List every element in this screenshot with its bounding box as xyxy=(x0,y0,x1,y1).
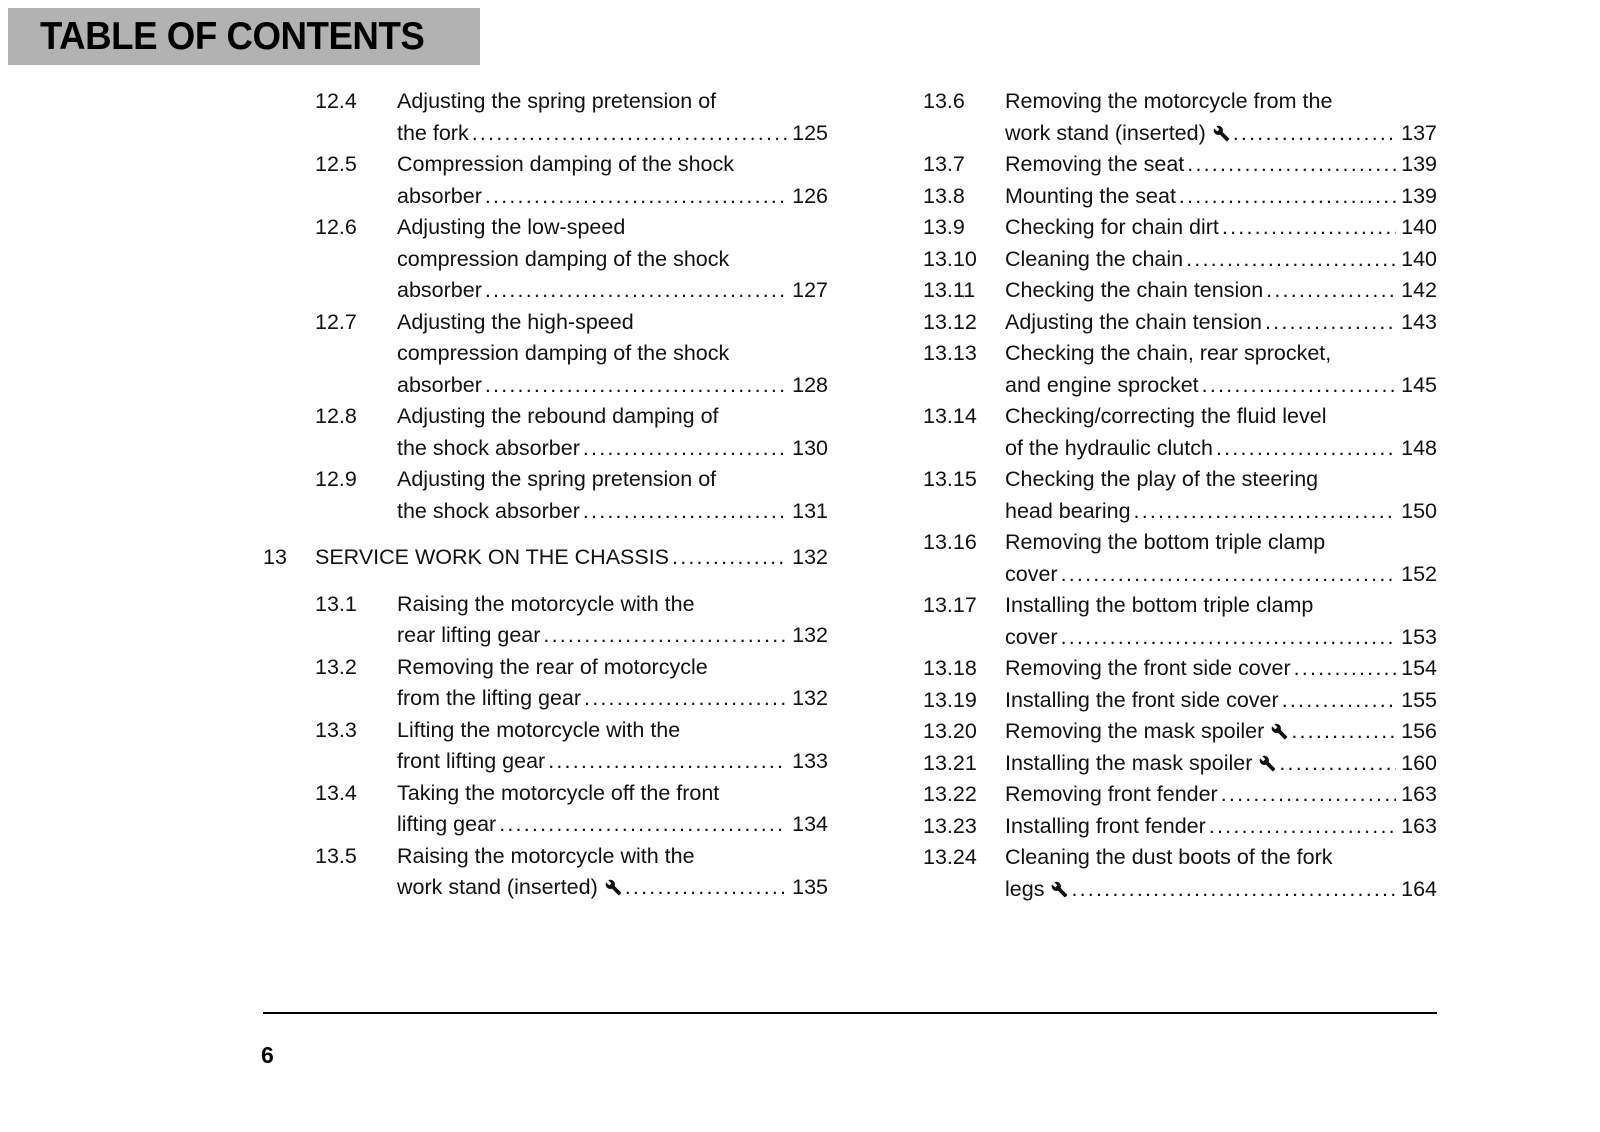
toc-entry-title-line: Removing the front side cover xyxy=(1005,656,1291,680)
toc-entry-number: 12.5 xyxy=(315,152,357,176)
toc-entry-row xyxy=(263,86,828,149)
toc-entry-number: 13.16 xyxy=(923,530,977,554)
toc-entry-number: 12.9 xyxy=(315,467,357,491)
toc-entry-page-number: 133 xyxy=(792,749,828,773)
toc-entry-title-line: legs xyxy=(1005,876,1045,901)
toc-entry-number: 13.3 xyxy=(315,717,357,742)
toc-entry-title-line: Installing the bottom triple clamp xyxy=(1005,593,1314,617)
toc-entry-body xyxy=(1005,212,1437,244)
toc-entry-last-line xyxy=(397,496,828,528)
toc-entry-last-line xyxy=(1005,716,1437,748)
toc-entry-row xyxy=(923,401,1437,464)
page-header xyxy=(8,8,480,65)
dot-leader xyxy=(472,118,787,150)
toc-entry-page-number: 126 xyxy=(792,183,828,208)
toc-entry-number: 13 xyxy=(263,545,287,569)
toc-entry-page-number: 127 xyxy=(792,278,828,302)
toc-entry-title-line: rear lifting gear xyxy=(397,623,541,647)
toc-entry-number: 13.19 xyxy=(923,687,977,712)
toc-entry-page-number: 145 xyxy=(1401,372,1437,397)
toc-entry-title-line: Adjusting the low-speed xyxy=(397,215,626,239)
toc-entry-title-line: Adjusting the high-speed xyxy=(397,309,634,334)
toc-entry-title-line: Taking the motorcycle off the front xyxy=(397,780,720,805)
toc-entry-row xyxy=(263,715,828,778)
toc-entry-title-line: absorber xyxy=(397,278,482,302)
toc-entry-body xyxy=(1005,779,1437,811)
toc-entry-title-line: Installing the mask spoiler xyxy=(1005,750,1253,775)
toc-entry-page-number: 150 xyxy=(1401,498,1437,523)
dot-leader xyxy=(583,433,787,465)
toc-entry-number: 13.18 xyxy=(923,656,977,680)
toc-entry-title-line: Installing front fender xyxy=(1005,813,1206,838)
toc-columns xyxy=(263,86,1437,905)
toc-entry-number: 13.14 xyxy=(923,404,977,428)
toc-entry-body xyxy=(397,841,828,904)
toc-entry-row xyxy=(923,275,1437,307)
toc-entry-page-number: 139 xyxy=(1401,183,1437,208)
toc-entry-last-line xyxy=(397,683,828,715)
toc-entry-title-line: compression damping of the shock xyxy=(397,246,730,271)
footer-rule xyxy=(263,1012,1437,1014)
toc-entry-title-line: work stand (inserted) xyxy=(1005,120,1206,145)
toc-entry-page-number: 142 xyxy=(1401,278,1437,302)
toc-entry-body xyxy=(1005,842,1437,905)
toc-entry-title-line: front lifting gear xyxy=(397,749,546,773)
toc-entry-body xyxy=(1005,716,1437,748)
toc-entry-row xyxy=(923,653,1437,685)
dot-leader xyxy=(1061,622,1397,654)
toc-entry-last-line xyxy=(1005,779,1437,811)
toc-entry-number: 12.8 xyxy=(315,404,357,428)
toc-entry-body xyxy=(1005,748,1437,780)
toc-entry-title-line: Checking the chain tension xyxy=(1005,278,1264,302)
page-title: TABLE OF CONTENTS xyxy=(39,14,425,58)
dot-leader xyxy=(1216,433,1396,465)
toc-entry-last-line xyxy=(397,370,828,402)
dot-leader xyxy=(1266,275,1396,307)
wrench-icon xyxy=(605,879,622,896)
toc-entry-last-line xyxy=(1005,559,1437,591)
toc-entry-last-line xyxy=(1005,874,1437,906)
toc-entry-row xyxy=(923,464,1437,527)
toc-entry-body xyxy=(1005,527,1437,590)
toc-entry-body xyxy=(397,589,828,652)
toc-entry-row xyxy=(263,401,828,464)
toc-entry-title-line: absorber xyxy=(397,372,482,397)
toc-entry-title-line: of the hydraulic clutch xyxy=(1005,435,1213,460)
toc-entry-last-line xyxy=(1005,433,1437,465)
toc-entry-number: 13.5 xyxy=(315,843,357,868)
toc-entry-last-line xyxy=(1005,653,1437,685)
toc-entry-body xyxy=(397,464,828,527)
toc-entry-title-line: Cleaning the chain xyxy=(1005,246,1184,271)
toc-entry-body xyxy=(315,542,828,574)
toc-entry-number: 13.7 xyxy=(923,152,965,176)
toc-entry-row xyxy=(923,716,1437,748)
toc-entry-body xyxy=(397,307,828,402)
toc-entry-page-number: 143 xyxy=(1401,309,1437,334)
toc-entry-last-line xyxy=(315,542,828,574)
toc-entry-number: 13.1 xyxy=(315,591,357,616)
toc-entry-title-line: the fork xyxy=(397,120,469,145)
toc-entry-page-number: 152 xyxy=(1401,561,1437,586)
dot-leader xyxy=(1209,811,1396,843)
toc-entry-page-number: 155 xyxy=(1401,687,1437,712)
toc-entry-row xyxy=(263,841,828,904)
footer-page-number: 6 xyxy=(261,1042,274,1068)
dot-leader xyxy=(625,872,787,904)
wrench-icon xyxy=(1259,755,1276,772)
toc-entry-body xyxy=(1005,86,1437,149)
wrench-icon xyxy=(1051,881,1068,898)
toc-entry-row xyxy=(923,212,1437,244)
toc-entry-last-line xyxy=(1005,685,1437,717)
toc-entry-title-line: Installing the front side cover xyxy=(1005,687,1279,712)
toc-entry-page-number: 164 xyxy=(1401,876,1437,901)
toc-entry-page-number: 131 xyxy=(792,498,828,523)
toc-entry-page-number: 163 xyxy=(1401,813,1437,838)
toc-entry-page-number: 153 xyxy=(1401,624,1437,649)
toc-entry-row xyxy=(263,307,828,402)
toc-entry-title-line: Raising the motorcycle with the xyxy=(397,843,695,868)
toc-entry-body xyxy=(1005,653,1437,685)
toc-column-right xyxy=(923,86,1437,905)
dot-leader xyxy=(583,496,787,528)
toc-entry-title-line: the shock absorber xyxy=(397,435,580,460)
toc-entry-row xyxy=(923,779,1437,811)
wrench-icon xyxy=(1213,125,1230,142)
toc-entry-row xyxy=(263,652,828,715)
toc-column-left xyxy=(263,86,828,905)
toc-entry-last-line xyxy=(1005,181,1437,213)
toc-entry-row xyxy=(263,464,828,527)
toc-entry-title-line: head bearing xyxy=(1005,498,1131,523)
toc-entry-number: 13.17 xyxy=(923,593,977,617)
toc-entry-page-number: 125 xyxy=(792,120,828,145)
toc-entry-page-number: 148 xyxy=(1401,435,1437,460)
toc-entry-title-line: Cleaning the dust boots of the fork xyxy=(1005,845,1333,869)
dot-leader xyxy=(548,746,787,778)
toc-entry-page-number: 135 xyxy=(792,875,828,899)
toc-entry-page-number: 134 xyxy=(792,812,828,836)
toc-entry-body xyxy=(397,149,828,212)
toc-entry-title-line: Removing the seat xyxy=(1005,152,1185,176)
toc-entry-last-line xyxy=(397,872,828,904)
dot-leader xyxy=(1071,874,1396,906)
toc-entry-row xyxy=(923,86,1437,149)
toc-entry-number: 13.23 xyxy=(923,813,977,838)
toc-entry-title-line: Removing front fender xyxy=(1005,782,1218,806)
dot-leader xyxy=(485,275,787,307)
toc-entry-page-number: 130 xyxy=(792,435,828,460)
dot-leader xyxy=(1187,149,1396,181)
toc-entry-body xyxy=(1005,685,1437,717)
toc-entry-title-line: Compression damping of the shock xyxy=(397,152,735,176)
toc-entry-body xyxy=(397,212,828,307)
wrench-icon xyxy=(1271,723,1288,740)
toc-entry-title-line: Removing the motorcycle from the xyxy=(1005,89,1333,113)
toc-entry-title-line: work stand (inserted) xyxy=(397,875,598,899)
dot-leader xyxy=(1179,181,1396,213)
toc-entry-number: 13.2 xyxy=(315,654,357,679)
toc-entry-page-number: 140 xyxy=(1401,215,1437,239)
toc-entry-body xyxy=(397,652,828,715)
toc-entry-last-line xyxy=(397,746,828,778)
toc-entry-row xyxy=(923,244,1437,276)
toc-entry-number: 13.13 xyxy=(923,341,977,365)
toc-entry-number: 13.9 xyxy=(923,215,965,239)
toc-entry-row xyxy=(263,589,828,652)
toc-entry-last-line xyxy=(1005,370,1437,402)
dot-leader xyxy=(1186,244,1396,276)
dot-leader xyxy=(584,683,787,715)
toc-entry-body xyxy=(1005,244,1437,276)
toc-entry-page-number: 132 xyxy=(792,545,828,569)
toc-entry-title-line: Removing the bottom triple clamp xyxy=(1005,530,1326,554)
toc-entry-title-line: Lifting the motorcycle with the xyxy=(397,717,681,742)
toc-entry-row xyxy=(923,590,1437,653)
toc-entry-number: 13.6 xyxy=(923,89,965,113)
toc-entry-body xyxy=(1005,275,1437,307)
toc-entry-row xyxy=(923,748,1437,780)
toc-entry-title-line: compression damping of the shock xyxy=(397,341,730,365)
toc-entry-body xyxy=(1005,464,1437,527)
toc-entry-row xyxy=(923,811,1437,843)
toc-entry-number: 12.4 xyxy=(315,89,357,113)
toc-entry-page-number: 154 xyxy=(1401,656,1437,680)
toc-entry-number: 13.10 xyxy=(923,246,977,271)
toc-entry-last-line xyxy=(397,181,828,213)
toc-entry-body xyxy=(1005,181,1437,213)
toc-entry-number: 13.21 xyxy=(923,750,977,775)
toc-entry-title-line: Checking/correcting the fluid level xyxy=(1005,404,1327,428)
toc-entry-title-line: from the lifting gear xyxy=(397,686,582,710)
toc-entry-page-number: 163 xyxy=(1401,782,1437,806)
toc-entry-number: 13.20 xyxy=(923,719,977,743)
toc-entry-title-line: Adjusting the rebound damping of xyxy=(397,404,719,428)
dot-leader xyxy=(1265,307,1396,339)
toc-entry-body xyxy=(1005,307,1437,339)
toc-entry-row xyxy=(923,338,1437,401)
toc-entry-row xyxy=(923,307,1437,339)
toc-entry-title-line: Adjusting the chain tension xyxy=(1005,309,1262,334)
dot-leader xyxy=(485,370,787,402)
toc-entry-number: 13.22 xyxy=(923,782,977,806)
toc-entry-last-line xyxy=(1005,496,1437,528)
toc-entry-last-line xyxy=(1005,212,1437,244)
toc-entry-title-line: Mounting the seat xyxy=(1005,183,1176,208)
toc-entry-last-line xyxy=(1005,244,1437,276)
toc-entry-row xyxy=(263,149,828,212)
dot-leader xyxy=(1134,496,1397,528)
toc-entry-body xyxy=(1005,401,1437,464)
toc-entry-number: 13.8 xyxy=(923,183,965,208)
toc-entry-title-line: lifting gear xyxy=(397,812,497,836)
dot-leader xyxy=(485,181,787,213)
toc-entry-page-number: 132 xyxy=(792,686,828,710)
toc-entry-row xyxy=(923,842,1437,905)
toc-entry-last-line xyxy=(397,275,828,307)
toc-entry-body xyxy=(1005,149,1437,181)
toc-entry-number: 13.11 xyxy=(923,278,976,302)
toc-entry-body xyxy=(397,778,828,841)
toc-entry-title-line: the shock absorber xyxy=(397,498,580,523)
dot-leader xyxy=(1294,653,1397,685)
toc-entry-last-line xyxy=(397,809,828,841)
toc-entry-number: 12.7 xyxy=(315,309,357,334)
toc-entry-page-number: 128 xyxy=(792,372,828,397)
toc-entry-body xyxy=(1005,590,1437,653)
toc-entry-number: 13.12 xyxy=(923,309,977,334)
dot-leader xyxy=(672,542,787,574)
toc-entry-title-line: cover xyxy=(1005,561,1058,586)
toc-entry-last-line xyxy=(1005,118,1437,150)
dot-leader xyxy=(1279,748,1396,780)
dot-leader xyxy=(1061,559,1397,591)
toc-entry-number: 12.6 xyxy=(315,215,357,239)
dot-leader xyxy=(1221,779,1396,811)
toc-entry-last-line xyxy=(1005,307,1437,339)
toc-entry-page-number: 160 xyxy=(1401,750,1437,775)
toc-entry-row xyxy=(923,181,1437,213)
toc-entry-title-line: Raising the motorcycle with the xyxy=(397,591,695,616)
toc-entry-page-number: 139 xyxy=(1401,152,1437,176)
toc-entry-page-number: 156 xyxy=(1401,719,1437,743)
toc-entry-body xyxy=(1005,811,1437,843)
toc-entry-last-line xyxy=(1005,622,1437,654)
toc-entry-last-line xyxy=(1005,811,1437,843)
toc-entry-row xyxy=(263,778,828,841)
toc-entry-page-number: 140 xyxy=(1401,246,1437,271)
toc-entry-row xyxy=(263,212,828,307)
toc-entry-page-number: 137 xyxy=(1401,120,1437,145)
toc-section-row xyxy=(263,542,828,574)
toc-entry-row xyxy=(923,149,1437,181)
toc-entry-title-line: SERVICE WORK ON THE CHASSIS xyxy=(315,545,670,569)
toc-entry-body xyxy=(397,715,828,778)
dot-leader xyxy=(1282,685,1396,717)
dot-leader xyxy=(499,809,787,841)
toc-entry-title-line: absorber xyxy=(397,183,482,208)
toc-entry-last-line xyxy=(397,118,828,150)
dot-leader xyxy=(1222,212,1396,244)
toc-entry-title-line: cover xyxy=(1005,624,1058,649)
toc-entry-title-line: Adjusting the spring pretension of xyxy=(397,89,717,113)
toc-entry-row xyxy=(923,685,1437,717)
toc-entry-title-line: Checking the chain, rear sprocket, xyxy=(1005,341,1332,365)
toc-entry-title-line: Removing the mask spoiler xyxy=(1005,719,1265,743)
toc-entry-body xyxy=(397,401,828,464)
toc-entry-title-line: Checking the play of the steering xyxy=(1005,467,1319,491)
toc-entry-title-line: Removing the rear of motorcycle xyxy=(397,654,708,679)
dot-leader xyxy=(543,620,787,652)
toc-entry-body xyxy=(397,86,828,149)
dot-leader xyxy=(1233,118,1396,150)
toc-entry-title-line: Adjusting the spring pretension of xyxy=(397,467,717,491)
toc-entry-last-line xyxy=(397,620,828,652)
toc-entry-title-line: and engine sprocket xyxy=(1005,372,1199,397)
toc-entry-title-line: Checking for chain dirt xyxy=(1005,215,1219,239)
dot-leader xyxy=(1291,716,1396,748)
toc-entry-number: 13.15 xyxy=(923,467,977,491)
toc-entry-last-line xyxy=(1005,149,1437,181)
toc-entry-body xyxy=(1005,338,1437,401)
toc-entry-number: 13.4 xyxy=(315,780,357,805)
toc-entry-page-number: 132 xyxy=(792,623,828,647)
dot-leader xyxy=(1202,370,1396,402)
toc-entry-last-line xyxy=(397,433,828,465)
toc-entry-row xyxy=(923,527,1437,590)
toc-entry-last-line xyxy=(1005,748,1437,780)
toc-entry-last-line xyxy=(1005,275,1437,307)
toc-entry-number: 13.24 xyxy=(923,845,977,869)
